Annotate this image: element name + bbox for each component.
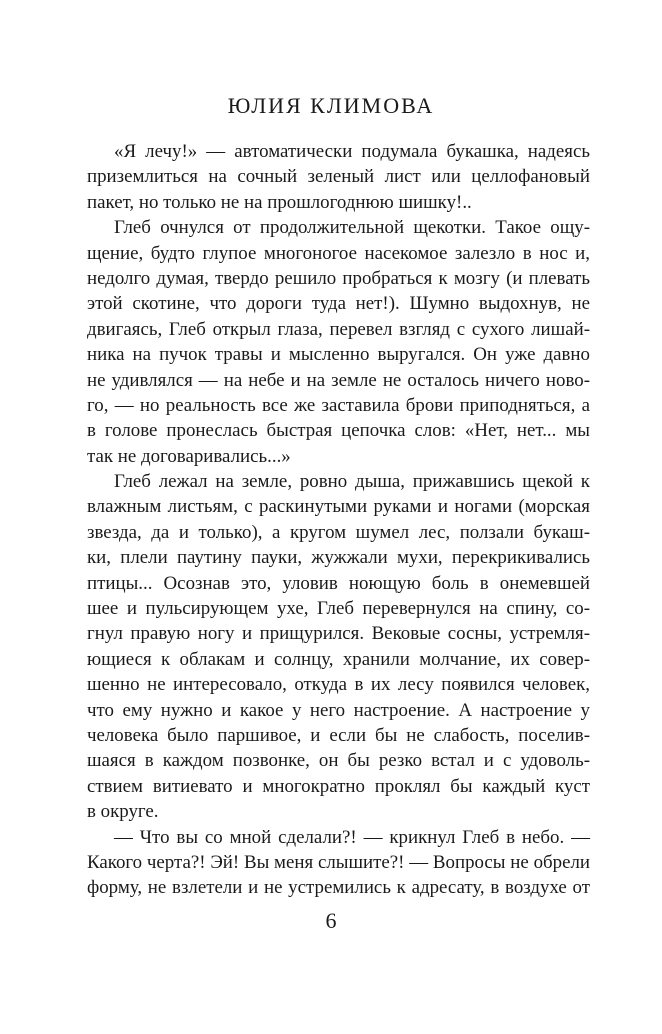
text-line: — Что вы со мной сделали?! — крикнул Глеб в небо. — [114,826,590,848]
text-line: шенно не интересовало, откуда в их лесу появился человек, [87,674,590,696]
paragraph-2 [87,215,590,469]
text-line: в голове пронеслась быстрая цепочка слов: «Нет, нет... мы [87,420,590,442]
text-line: звезда, да и только), а кругом шумел лес, ползали букаш- [87,521,590,543]
paragraph-3 [87,469,590,824]
text-line: ника на пучок травы и мысленно выругался. Он уже давно [87,344,590,366]
text-line: влажным листьям, с раскинутыми руками и ногами (морская [87,496,590,518]
text-line: Глеб лежал на земле, ровно дыша, прижавшись щекой к [114,471,590,493]
text-line: Какого черта?! Эй! Вы меня слышите?! — Вопросы не обрели [87,851,590,873]
body-text [87,139,590,901]
text-line: птицы... Осознав это, уловив ноющую боль в онемевшей [87,572,590,594]
text-line: шаяся в каждом позвонке, он бы резко встал и с удоволь- [87,750,590,772]
text-line: недолго думая, твердо решило пробраться к мозгу (и плевать [87,267,590,289]
text-line: в округе. [87,801,159,823]
text-line: человека было паршивое, и если бы не слабость, поселив- [87,724,590,746]
text-line: двигаясь, Глеб открыл глаза, перевел взгляд с сухого лишай- [87,318,590,340]
text-line: приземлиться на сочный зеленый лист или целлофановый [87,166,590,188]
text-line: пакет, но только не на прошлогоднюю шишку!.. [87,191,472,213]
text-line: этой скотине, что дороги туда нет!). Шумно выдохнув, не [87,293,590,315]
text-line: ки, плели паутину пауки, жужжали мухи, перекрикивались [87,547,590,569]
text-line: форму, не взлетели и не устремились к адресату, в воздухе от [87,877,590,899]
running-head-author: ЮЛИЯ КЛИМОВА [227,93,435,118]
text-line: не удивлялся — на небе и на земле не осталось ничего ново- [87,369,590,391]
page-number: 6 [325,908,337,933]
text-line: «Я лечу!» — автоматически подумала букашка, надеясь [114,141,590,162]
text-line: так не договаривались...» [87,445,291,467]
paragraph-1 [87,139,590,215]
text-line: го, — но реальность все же заставила брови приподняться, а [87,394,590,416]
paragraph-4 [87,825,590,901]
text-line: ствием витиевато и многократно проклял бы каждый куст [87,775,590,797]
text-line: что ему нужно и какое у него настроение. А настроение у [87,699,590,721]
text-line: шее и пульсирующем ухе, Глеб перевернулся на спину, со- [87,598,590,620]
text-line: ющиеся к облакам и солнцу, хранили молчание, их совер- [87,648,590,670]
text-line: щение, будто глупое многоногое насекомое залезло в нос и, [87,242,590,264]
text-line: Глеб очнулся от продолжительной щекотки. Такое ощу- [114,217,590,239]
text-line: гнул правую ногу и прищурился. Вековые сосны, устремля- [87,623,590,645]
